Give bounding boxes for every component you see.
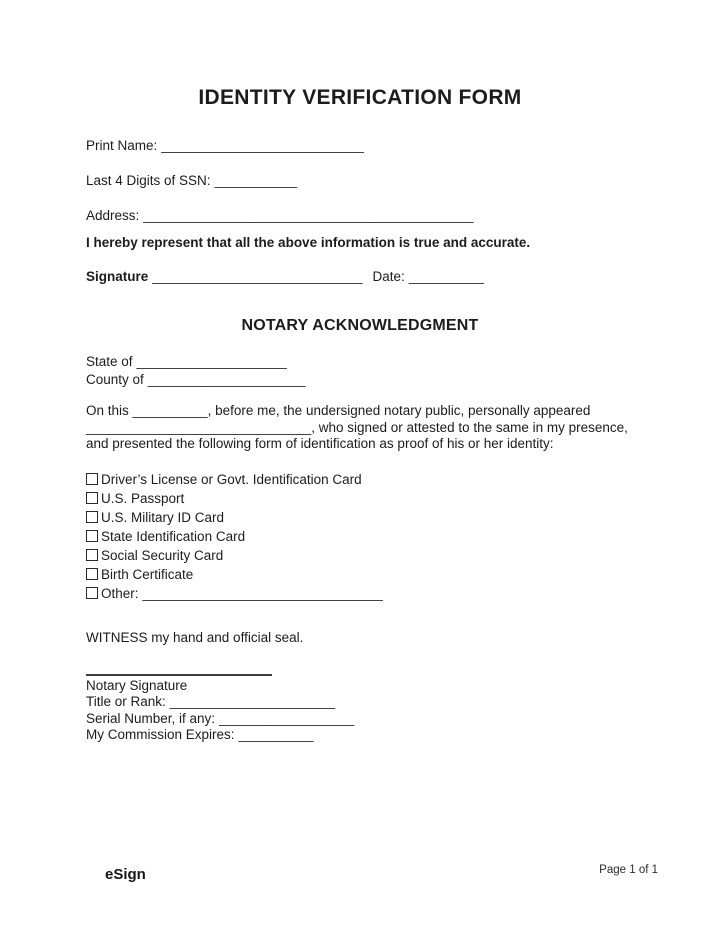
other-label: Other: [101,585,139,601]
commission-expires-blank: __________ [238,727,314,742]
notary-signature-caption: Notary Signature [86,677,188,693]
witness-statement: WITNESS my hand and official seal. [86,629,304,645]
commission-expires-label: My Commission Expires: [86,727,235,742]
notary-statement-part3: , who signed or attested to the same in my presence, and presented the following form of identification as proof of his or her identity: [86,419,628,451]
drivers-license-checkbox[interactable] [86,473,98,485]
signature-row [86,268,634,285]
military-id-checkbox[interactable] [86,511,98,523]
id-option-label: Social Security Card [101,547,224,563]
id-option-label: Birth Certificate [101,566,194,582]
truth-statement: I hereby represent that all the above information is true and accurate. [86,235,531,250]
id-option-row-other [86,584,634,603]
address-row [86,207,634,224]
county-of-blank: _____________________ [147,371,306,387]
id-option-label: State Identification Card [101,528,246,544]
notary-date-blank: __________ [132,403,208,418]
id-option-row [86,470,634,489]
county-of-label: County of [86,371,144,387]
serial-number-row [86,711,634,728]
state-id-checkbox[interactable] [86,530,98,542]
notary-statement-part1: On this [86,403,129,418]
notary-signature-line [86,674,272,676]
title-or-rank-row [86,694,634,711]
signature-blank: ____________________________ [152,269,363,284]
us-passport-checkbox[interactable] [86,492,98,504]
id-option-row [86,527,634,546]
id-option-row [86,565,634,584]
ssn-label: Last 4 Digits of SSN: [86,173,211,188]
state-county-block [86,353,634,388]
date-blank: __________ [408,269,484,284]
ssn-blank: ___________ [214,173,298,188]
document-title: IDENTITY VERIFICATION FORM [198,86,522,109]
print-name-row [86,137,634,154]
serial-number-label: Serial Number, if any: [86,710,216,726]
title-or-rank-label: Title or Rank: [86,694,166,709]
date-label: Date: [372,269,405,284]
other-checkbox[interactable] [86,587,98,599]
serial-number-blank: __________________ [219,710,355,726]
print-name-label: Print Name: [86,138,158,153]
commission-expires-row [86,727,634,744]
notary-statement-part2: , before me, the undersigned notary public, personally appeared [207,403,591,418]
id-option-label: U.S. Passport [101,490,185,506]
state-of-row [86,353,634,371]
page-number: Page 1 of 1 [599,864,658,876]
ssn-row [86,172,634,189]
id-option-label: Driver’s License or Govt. Identification Card [101,471,362,487]
county-of-row [86,371,634,389]
notary-details-block [86,678,634,744]
notary-statement [86,403,638,453]
id-option-row [86,546,634,565]
social-security-checkbox[interactable] [86,549,98,561]
birth-certificate-checkbox[interactable] [86,568,98,580]
state-of-label: State of [86,354,133,369]
esign-logo: eSign [105,866,146,883]
title-or-rank-blank: ______________________ [169,694,335,709]
notary-name-blank: ______________________________ [86,419,312,435]
address-label: Address: [86,208,140,223]
id-options-list [86,470,634,603]
state-of-blank: ____________________ [136,354,287,369]
print-name-blank: ___________________________ [161,138,364,153]
signature-label: Signature [86,269,149,284]
id-option-row [86,489,634,508]
id-option-label: U.S. Military ID Card [101,509,225,525]
other-blank: ________________________________ [142,585,383,601]
notary-heading: NOTARY ACKNOWLEDGMENT [241,317,479,334]
id-option-row [86,508,634,527]
address-blank: ____________________________________________ [143,208,474,223]
